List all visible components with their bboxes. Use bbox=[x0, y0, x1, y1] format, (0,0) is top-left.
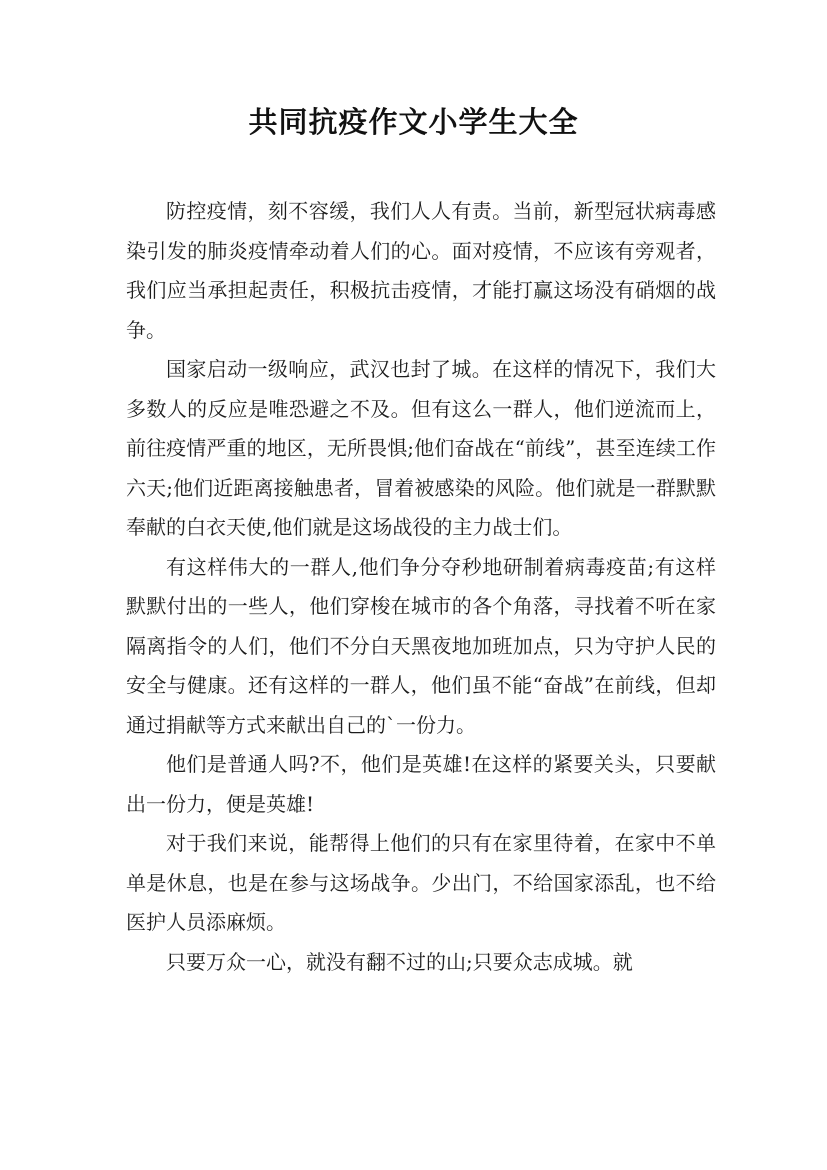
paragraph: 对于我们来说，能帮得上他们的只有在家里待着，在家中不单单是休息，也是在参与这场战争。少出门，不给国家添乱，也不给医护人员添麻烦。 bbox=[126, 831, 716, 934]
paragraph: 国家启动一级响应，武汉也封了城。在这样的情况下，我们大多数人的反应是唯恐避之不及。但有这么一群人，他们逆流而上，前往疫情严重的地区，无所畏惧;他们奋战在“前线”，甚至连续工作六天;他们近距离接触患者，冒着被感染的风险。他们就是一群默默奉献的白衣天使,他们就是这场战役的主力战士们。 bbox=[126, 357, 716, 539]
paragraph: 有这样伟大的一群人,他们争分夺秒地研制着病毒疫苗;有这样默默付出的一些人，他们穿梭在城市的各个角落，寻找着不听在家隔离指令的人们，他们不分白天黑夜地加班加点，只为守护人民的安全与健康。还有这样的一群人，他们虽不能“奋战”在前线，但却通过捐献等方式来献出自己的`一份力。 bbox=[126, 554, 716, 737]
paragraph: 只要万众一心，就没有翻不过的山;只要众志成城。就 bbox=[166, 949, 633, 974]
document-title: 共同抗疫作文小学生大全 bbox=[248, 105, 579, 139]
paragraph: 他们是普通人吗?不，他们是英雄!在这样的紧要关头，只要献出一份力，便是英雄! bbox=[126, 752, 716, 816]
document-body bbox=[126, 192, 716, 982]
paragraph: 防控疫情，刻不容缓，我们人人有责。当前，新型冠状病毒感染引发的肺炎疫情牵动着人们的心。面对疫情，不应该有旁观者，我们应当承担起责任，积极抗击疫情，才能打赢这场没有硝烟的战争。 bbox=[126, 199, 716, 342]
